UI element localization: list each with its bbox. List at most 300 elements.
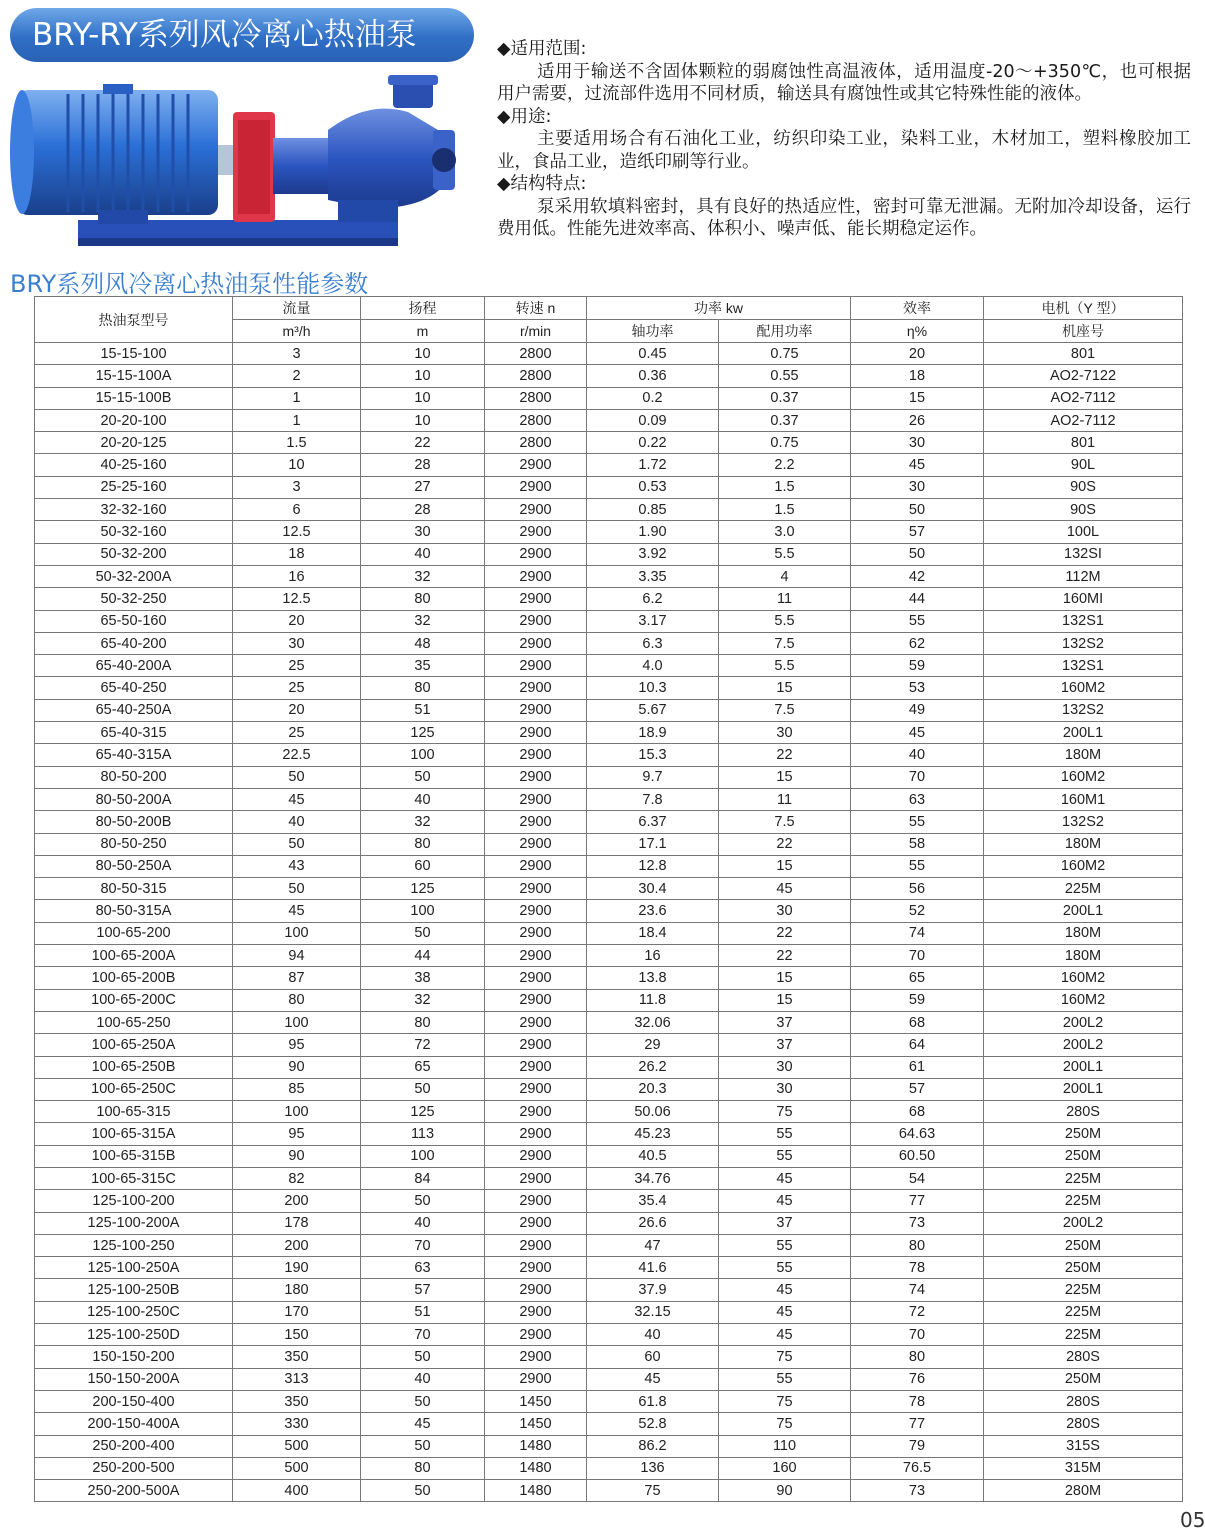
cell-shaft-power: 0.2: [587, 387, 719, 409]
cell-shaft-power: 3.35: [587, 565, 719, 587]
cell-motor-frame: 315S: [984, 1435, 1183, 1457]
cell-head: 72: [361, 1034, 485, 1056]
cell-motor-frame: 225M: [984, 1190, 1183, 1212]
cell-head: 100: [361, 900, 485, 922]
cell-head: 30: [361, 521, 485, 543]
cell-speed: 2900: [485, 699, 587, 721]
cell-motor-frame: 280M: [984, 1480, 1183, 1502]
table-title: BRY系列风冷离心热油泵性能参数: [10, 270, 369, 298]
cell-shaft-power: 1.72: [587, 454, 719, 476]
cell-motor-frame: 250M: [984, 1145, 1183, 1167]
cell-model: 20-20-125: [35, 432, 233, 454]
table-row: [35, 588, 1183, 610]
cell-speed: 2900: [485, 788, 587, 810]
cell-head: 100: [361, 1145, 485, 1167]
cell-model: 200-150-400A: [35, 1413, 233, 1435]
cell-speed: 1450: [485, 1413, 587, 1435]
cell-speed: 2900: [485, 1234, 587, 1256]
description: [497, 38, 1191, 241]
table-row: [35, 1234, 1183, 1256]
cell-rated-power: 0.55: [719, 365, 851, 387]
cell-head: 63: [361, 1257, 485, 1279]
cell-motor-frame: 200L1: [984, 722, 1183, 744]
cell-speed: 2900: [485, 521, 587, 543]
cell-model: 65-40-315: [35, 722, 233, 744]
cell-efficiency: 20: [851, 343, 984, 365]
table-row: [35, 365, 1183, 387]
cell-flow: 190: [233, 1257, 361, 1279]
cell-shaft-power: 35.4: [587, 1190, 719, 1212]
cell-efficiency: 15: [851, 387, 984, 409]
cell-speed: 2900: [485, 1368, 587, 1390]
cell-flow: 330: [233, 1413, 361, 1435]
cell-head: 50: [361, 1346, 485, 1368]
table-row: [35, 1078, 1183, 1100]
cell-motor-frame: 90L: [984, 454, 1183, 476]
cell-rated-power: 30: [719, 900, 851, 922]
cell-model: 100-65-250: [35, 1011, 233, 1033]
cell-speed: 2900: [485, 855, 587, 877]
cell-motor-frame: 160M2: [984, 766, 1183, 788]
table-row: [35, 1413, 1183, 1435]
cell-motor-frame: AO2-7122: [984, 365, 1183, 387]
table-row: [35, 565, 1183, 587]
cell-shaft-power: 86.2: [587, 1435, 719, 1457]
cell-rated-power: 22: [719, 945, 851, 967]
cell-shaft-power: 3.92: [587, 543, 719, 565]
cell-shaft-power: 37.9: [587, 1279, 719, 1301]
cell-shaft-power: 0.09: [587, 409, 719, 431]
cell-flow: 180: [233, 1279, 361, 1301]
cell-model: 80-50-315A: [35, 900, 233, 922]
cell-shaft-power: 20.3: [587, 1078, 719, 1100]
cell-efficiency: 77: [851, 1190, 984, 1212]
cell-flow: 3: [233, 343, 361, 365]
cell-motor-frame: 160M2: [984, 967, 1183, 989]
cell-flow: 40: [233, 811, 361, 833]
cell-shaft-power: 50.06: [587, 1101, 719, 1123]
cell-speed: 2900: [485, 565, 587, 587]
cell-motor-frame: 132S1: [984, 655, 1183, 677]
cell-model: 200-150-400: [35, 1390, 233, 1412]
cell-efficiency: 61: [851, 1056, 984, 1078]
cell-rated-power: 30: [719, 1078, 851, 1100]
table-row: [35, 610, 1183, 632]
cell-rated-power: 75: [719, 1101, 851, 1123]
header-speed: 转速 n: [485, 297, 587, 320]
cell-motor-frame: 132S2: [984, 632, 1183, 654]
cell-shaft-power: 9.7: [587, 766, 719, 788]
table-row: [35, 1457, 1183, 1479]
cell-rated-power: 5.5: [719, 610, 851, 632]
cell-efficiency: 62: [851, 632, 984, 654]
usage-heading: ◆用途:: [497, 106, 552, 127]
cell-head: 65: [361, 1056, 485, 1078]
cell-efficiency: 68: [851, 1101, 984, 1123]
cell-efficiency: 70: [851, 945, 984, 967]
cell-shaft-power: 18.4: [587, 922, 719, 944]
cell-speed: 2900: [485, 766, 587, 788]
cell-speed: 2900: [485, 1101, 587, 1123]
cell-model: 65-40-200: [35, 632, 233, 654]
table-row: [35, 744, 1183, 766]
cell-efficiency: 70: [851, 766, 984, 788]
cell-motor-frame: 132SI: [984, 543, 1183, 565]
cell-head: 40: [361, 788, 485, 810]
cell-rated-power: 0.37: [719, 387, 851, 409]
cell-model: 250-200-400: [35, 1435, 233, 1457]
cell-flow: 100: [233, 922, 361, 944]
cell-motor-frame: 225M: [984, 1301, 1183, 1323]
cell-model: 100-65-250A: [35, 1034, 233, 1056]
cell-shaft-power: 0.36: [587, 365, 719, 387]
cell-speed: 2800: [485, 432, 587, 454]
cell-head: 44: [361, 945, 485, 967]
cell-speed: 2900: [485, 900, 587, 922]
cell-rated-power: 75: [719, 1390, 851, 1412]
cell-model: 50-32-200: [35, 543, 233, 565]
cell-efficiency: 40: [851, 744, 984, 766]
cell-speed: 2900: [485, 1011, 587, 1033]
cell-flow: 50: [233, 833, 361, 855]
cell-motor-frame: 160M2: [984, 989, 1183, 1011]
cell-speed: 2900: [485, 811, 587, 833]
table-row: [35, 1056, 1183, 1078]
scope-heading: ◆适用范围:: [497, 39, 587, 59]
table-row: [35, 1435, 1183, 1457]
pump-image: [8, 70, 468, 260]
cell-shaft-power: 23.6: [587, 900, 719, 922]
cell-speed: 2900: [485, 476, 587, 498]
header-efficiency-unit: η%: [851, 320, 984, 343]
cell-flow: 45: [233, 788, 361, 810]
cell-flow: 12.5: [233, 521, 361, 543]
cell-model: 125-100-250: [35, 1234, 233, 1256]
cell-motor-frame: 132S1: [984, 610, 1183, 632]
cell-flow: 100: [233, 1101, 361, 1123]
cell-flow: 16: [233, 565, 361, 587]
cell-motor-frame: 801: [984, 432, 1183, 454]
cell-head: 80: [361, 588, 485, 610]
cell-speed: 2800: [485, 365, 587, 387]
cell-efficiency: 76: [851, 1368, 984, 1390]
cell-flow: 350: [233, 1346, 361, 1368]
cell-head: 40: [361, 1212, 485, 1234]
cell-flow: 1: [233, 387, 361, 409]
cell-model: 125-100-200A: [35, 1212, 233, 1234]
cell-shaft-power: 52.8: [587, 1413, 719, 1435]
cell-motor-frame: 132S2: [984, 699, 1183, 721]
cell-efficiency: 45: [851, 454, 984, 476]
cell-efficiency: 57: [851, 521, 984, 543]
cell-shaft-power: 0.85: [587, 499, 719, 521]
cell-motor-frame: 90S: [984, 499, 1183, 521]
cell-efficiency: 59: [851, 989, 984, 1011]
cell-flow: 2: [233, 365, 361, 387]
cell-shaft-power: 45.23: [587, 1123, 719, 1145]
cell-rated-power: 30: [719, 722, 851, 744]
cell-model: 50-32-250: [35, 588, 233, 610]
cell-shaft-power: 40: [587, 1324, 719, 1346]
cell-rated-power: 22: [719, 922, 851, 944]
table-row: [35, 1101, 1183, 1123]
cell-speed: 2900: [485, 1324, 587, 1346]
table-row: [35, 922, 1183, 944]
cell-speed: 2800: [485, 409, 587, 431]
cell-speed: 2900: [485, 1034, 587, 1056]
cell-head: 50: [361, 1435, 485, 1457]
cell-head: 50: [361, 1390, 485, 1412]
cell-head: 40: [361, 543, 485, 565]
cell-rated-power: 15: [719, 677, 851, 699]
cell-flow: 3: [233, 476, 361, 498]
cell-rated-power: 5.5: [719, 655, 851, 677]
cell-shaft-power: 0.22: [587, 432, 719, 454]
cell-shaft-power: 45: [587, 1368, 719, 1390]
cell-rated-power: 37: [719, 1034, 851, 1056]
cell-speed: 2900: [485, 499, 587, 521]
cell-head: 10: [361, 365, 485, 387]
cell-shaft-power: 0.45: [587, 343, 719, 365]
cell-rated-power: 37: [719, 1011, 851, 1033]
table-row: [35, 655, 1183, 677]
cell-head: 51: [361, 1301, 485, 1323]
header-flow: 流量: [233, 297, 361, 320]
cell-shaft-power: 0.53: [587, 476, 719, 498]
cell-flow: 20: [233, 610, 361, 632]
cell-rated-power: 15: [719, 989, 851, 1011]
cell-flow: 200: [233, 1234, 361, 1256]
table-row: [35, 1123, 1183, 1145]
header-speed-unit: r/min: [485, 320, 587, 343]
cell-shaft-power: 5.67: [587, 699, 719, 721]
cell-head: 51: [361, 699, 485, 721]
cell-efficiency: 74: [851, 1279, 984, 1301]
cell-flow: 94: [233, 945, 361, 967]
cell-speed: 2900: [485, 878, 587, 900]
cell-flow: 20: [233, 699, 361, 721]
table-row: [35, 900, 1183, 922]
table-row: [35, 989, 1183, 1011]
table-row: [35, 1167, 1183, 1189]
table-row: [35, 1368, 1183, 1390]
cell-speed: 2900: [485, 677, 587, 699]
cell-shaft-power: 3.17: [587, 610, 719, 632]
table-row: [35, 1390, 1183, 1412]
cell-speed: 2900: [485, 722, 587, 744]
cell-motor-frame: 200L1: [984, 1056, 1183, 1078]
cell-rated-power: 22: [719, 833, 851, 855]
cell-flow: 25: [233, 722, 361, 744]
cell-model: 125-100-250B: [35, 1279, 233, 1301]
cell-shaft-power: 47: [587, 1234, 719, 1256]
cell-motor-frame: 225M: [984, 1167, 1183, 1189]
cell-speed: 2900: [485, 1190, 587, 1212]
cell-flow: 95: [233, 1123, 361, 1145]
cell-efficiency: 78: [851, 1390, 984, 1412]
header-rated-power: 配用功率: [719, 320, 851, 343]
cell-shaft-power: 60: [587, 1346, 719, 1368]
cell-speed: 2900: [485, 833, 587, 855]
header-efficiency: 效率: [851, 297, 984, 320]
table-row: [35, 1301, 1183, 1323]
cell-flow: 6: [233, 499, 361, 521]
cell-rated-power: 55: [719, 1145, 851, 1167]
cell-rated-power: 45: [719, 1324, 851, 1346]
table-row: [35, 1480, 1183, 1502]
table-row: [35, 1190, 1183, 1212]
cell-efficiency: 76.5: [851, 1457, 984, 1479]
header-power: 功率 kw: [587, 297, 851, 320]
cell-flow: 400: [233, 1480, 361, 1502]
cell-motor-frame: 132S2: [984, 811, 1183, 833]
cell-motor-frame: 160M2: [984, 677, 1183, 699]
cell-head: 22: [361, 432, 485, 454]
cell-motor-frame: 280S: [984, 1346, 1183, 1368]
cell-speed: 2800: [485, 387, 587, 409]
cell-rated-power: 45: [719, 1301, 851, 1323]
table-row: [35, 543, 1183, 565]
cell-speed: 2900: [485, 1212, 587, 1234]
cell-motor-frame: 250M: [984, 1257, 1183, 1279]
cell-motor-frame: 180M: [984, 945, 1183, 967]
cell-efficiency: 30: [851, 476, 984, 498]
cell-efficiency: 54: [851, 1167, 984, 1189]
cell-speed: 1450: [485, 1390, 587, 1412]
cell-motor-frame: AO2-7112: [984, 387, 1183, 409]
cell-flow: 85: [233, 1078, 361, 1100]
cell-motor-frame: 160MI: [984, 588, 1183, 610]
cell-model: 100-65-200C: [35, 989, 233, 1011]
cell-shaft-power: 6.2: [587, 588, 719, 610]
table-row: [35, 677, 1183, 699]
cell-motor-frame: AO2-7112: [984, 409, 1183, 431]
cell-speed: 2900: [485, 1279, 587, 1301]
cell-efficiency: 70: [851, 1324, 984, 1346]
cell-head: 27: [361, 476, 485, 498]
cell-efficiency: 80: [851, 1234, 984, 1256]
cell-model: 125-100-250D: [35, 1324, 233, 1346]
cell-speed: 2900: [485, 1123, 587, 1145]
cell-shaft-power: 6.37: [587, 811, 719, 833]
usage-text: 主要适用场合有石油化工业，纺织印染工业，染料工业，木材加工，塑料橡胶加工业，食品工业，造纸印刷等行业。: [497, 129, 1191, 172]
cell-rated-power: 55: [719, 1234, 851, 1256]
cell-model: 40-25-160: [35, 454, 233, 476]
cell-model: 250-200-500A: [35, 1480, 233, 1502]
table-row: [35, 1279, 1183, 1301]
cell-speed: 2900: [485, 922, 587, 944]
cell-motor-frame: 200L1: [984, 1078, 1183, 1100]
cell-efficiency: 73: [851, 1212, 984, 1234]
cell-speed: 2900: [485, 1078, 587, 1100]
cell-motor-frame: 160M1: [984, 788, 1183, 810]
cell-efficiency: 58: [851, 833, 984, 855]
cell-model: 125-100-200: [35, 1190, 233, 1212]
cell-model: 15-15-100: [35, 343, 233, 365]
features-text: 泵采用软填料密封，具有良好的热适应性，密封可靠无泄漏。无附加冷却设备，运行费用低。性能先进效率高、体积小、噪声低、能长期稳定运作。: [497, 196, 1191, 239]
table-row: [35, 1346, 1183, 1368]
cell-head: 57: [361, 1279, 485, 1301]
cell-speed: 1480: [485, 1435, 587, 1457]
cell-rated-power: 11: [719, 588, 851, 610]
cell-efficiency: 50: [851, 499, 984, 521]
scope-text: 适用于输送不含固体颗粒的弱腐蚀性高温液体，适用温度-20～+350℃，也可根据用户需要，过流部件选用不同材质，输送具有腐蚀性或其它特殊性能的液体。: [497, 61, 1191, 104]
cell-flow: 1.5: [233, 432, 361, 454]
cell-head: 70: [361, 1234, 485, 1256]
cell-head: 45: [361, 1413, 485, 1435]
cell-motor-frame: 250M: [984, 1123, 1183, 1145]
cell-speed: 2900: [485, 1257, 587, 1279]
cell-shaft-power: 26.2: [587, 1056, 719, 1078]
cell-model: 65-40-250A: [35, 699, 233, 721]
cell-speed: 2900: [485, 1056, 587, 1078]
cell-head: 38: [361, 967, 485, 989]
cell-model: 100-65-200: [35, 922, 233, 944]
cell-efficiency: 52: [851, 900, 984, 922]
cell-efficiency: 65: [851, 967, 984, 989]
cell-efficiency: 80: [851, 1346, 984, 1368]
cell-rated-power: 90: [719, 1480, 851, 1502]
cell-head: 32: [361, 811, 485, 833]
cell-flow: 30: [233, 632, 361, 654]
cell-head: 84: [361, 1167, 485, 1189]
cell-flow: 50: [233, 878, 361, 900]
cell-shaft-power: 15.3: [587, 744, 719, 766]
cell-speed: 2900: [485, 989, 587, 1011]
cell-speed: 2800: [485, 343, 587, 365]
cell-head: 28: [361, 454, 485, 476]
table-body: [35, 343, 1183, 1502]
cell-rated-power: 75: [719, 1346, 851, 1368]
cell-speed: 1480: [485, 1480, 587, 1502]
cell-model: 80-50-200: [35, 766, 233, 788]
cell-efficiency: 63: [851, 788, 984, 810]
cell-shaft-power: 13.8: [587, 967, 719, 989]
cell-motor-frame: 280S: [984, 1101, 1183, 1123]
cell-rated-power: 15: [719, 967, 851, 989]
table-row: [35, 476, 1183, 498]
cell-motor-frame: 250M: [984, 1368, 1183, 1390]
cell-rated-power: 160: [719, 1457, 851, 1479]
cell-speed: 2900: [485, 1301, 587, 1323]
cell-model: 250-200-500: [35, 1457, 233, 1479]
cell-shaft-power: 11.8: [587, 989, 719, 1011]
cell-motor-frame: 801: [984, 343, 1183, 365]
cell-rated-power: 7.5: [719, 811, 851, 833]
cell-rated-power: 1.5: [719, 499, 851, 521]
cell-motor-frame: 200L2: [984, 1011, 1183, 1033]
cell-motor-frame: 180M: [984, 744, 1183, 766]
table-row: [35, 409, 1183, 431]
cell-shaft-power: 10.3: [587, 677, 719, 699]
table-row: [35, 878, 1183, 900]
cell-model: 65-50-160: [35, 610, 233, 632]
cell-motor-frame: 225M: [984, 1324, 1183, 1346]
cell-efficiency: 55: [851, 811, 984, 833]
table-row: [35, 967, 1183, 989]
cell-rated-power: 45: [719, 1279, 851, 1301]
cell-speed: 2900: [485, 632, 587, 654]
cell-rated-power: 45: [719, 1190, 851, 1212]
cell-speed: 1480: [485, 1457, 587, 1479]
cell-flow: 500: [233, 1457, 361, 1479]
cell-flow: 12.5: [233, 588, 361, 610]
cell-model: 80-50-250: [35, 833, 233, 855]
cell-model: 100-65-315C: [35, 1167, 233, 1189]
cell-efficiency: 55: [851, 855, 984, 877]
cell-model: 100-65-315A: [35, 1123, 233, 1145]
cell-rated-power: 55: [719, 1123, 851, 1145]
